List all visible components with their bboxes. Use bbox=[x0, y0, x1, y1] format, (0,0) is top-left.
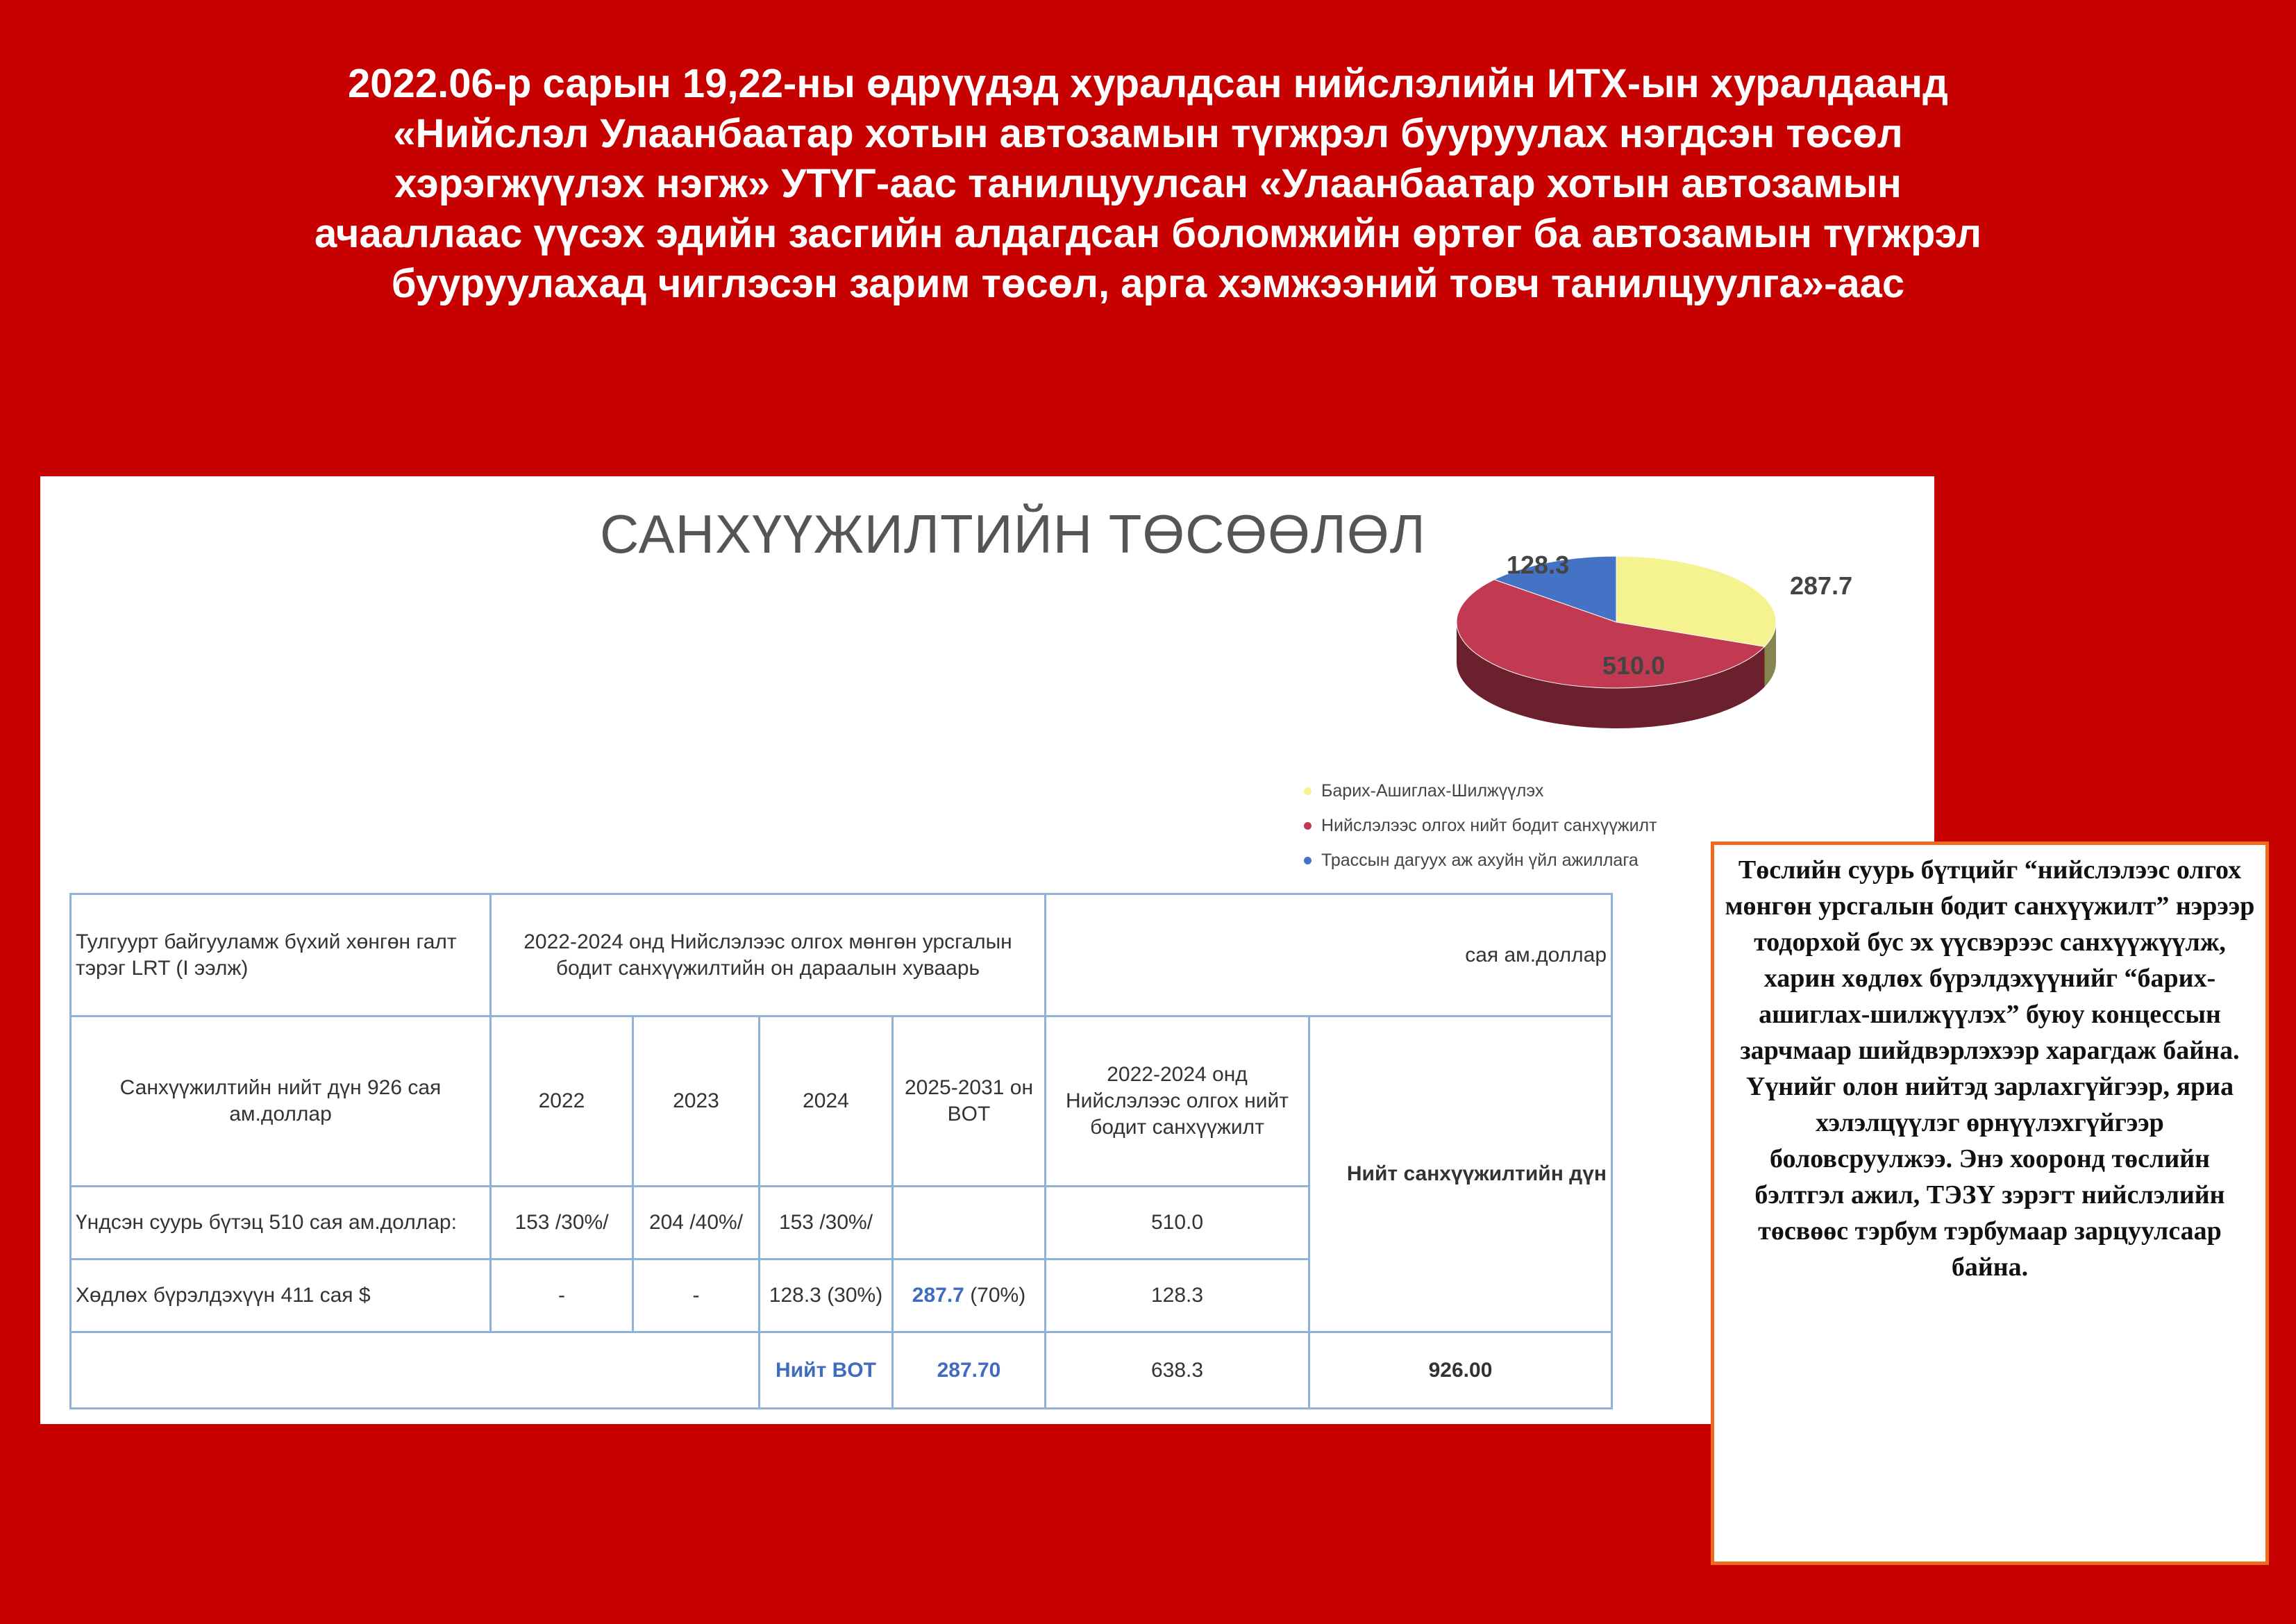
table-row bbox=[71, 894, 1612, 1016]
table-row bbox=[71, 1332, 1612, 1409]
empty-cell bbox=[71, 1332, 760, 1409]
subheader-city-total: 2022-2024 онд Нийслэлээс олгох нийт бодит санхүүжилт bbox=[1046, 1016, 1309, 1187]
legend-item-city bbox=[1304, 808, 1657, 843]
title-line: ачааллаас үүсэх эдийн засгийн алдагдсан боломжийн өртөг ба автозамын түгжрэл bbox=[314, 211, 1982, 256]
legend-item-trace bbox=[1304, 843, 1657, 878]
chart-legend bbox=[1304, 773, 1657, 878]
cell-city-total: 128.3 bbox=[1046, 1259, 1309, 1332]
subheader-2022: 2022 bbox=[491, 1016, 633, 1187]
cell-2022: 153 /30%/ bbox=[491, 1187, 633, 1259]
pie-chart bbox=[1450, 539, 1852, 768]
legend-marker bbox=[1304, 822, 1312, 830]
legend-label: Нийслэлээс олгох нийт бодит санхүүжилт bbox=[1321, 815, 1657, 835]
legend-marker bbox=[1304, 787, 1312, 795]
cell-bot bbox=[893, 1187, 1046, 1259]
title-line: хэрэгжүүлэх нэгж» УТҮГ-аас танилцуулсан «Улаанбаатар хотын автозамын bbox=[394, 161, 1902, 206]
pie-label-bot: 287.7 bbox=[1790, 571, 1852, 600]
slide-title bbox=[69, 59, 2227, 309]
cell-2024: 153 /30%/ bbox=[760, 1187, 893, 1259]
legend-item-bot bbox=[1304, 773, 1657, 808]
cell-2022: - bbox=[491, 1259, 633, 1332]
cell-bot bbox=[893, 1259, 1046, 1332]
title-line: бууруулахад чиглэсэн зарим төсөл, арга хэмжээний товч танилцуулга»-аас bbox=[391, 261, 1905, 306]
commentary-text: Төслийн суурь бүтцийг “нийслэлээс олгох мөнгөн урсгалын бодит санхүүжилт” нэрээр тодорхой бус эх үүсвэрээс санхүүжүүлж, харин хөдлөх бүрэлдэхүүнийг “барих-ашиглах-шилжүүлэх” буюу концессын зарчмаар шийдвэрлэхээр харагдаж байна. Үүнийг олон нийтэд зарлахгүйгээр, яриа хэлэлцүүлэг өрнүүлэхгүйгээр боловсруулжээ. Энэ хооронд төслийн бэлтгэл ажил, ТЭЗҮ зэрэгт нийслэлийн төсвөөс тэрбум тэрбумаар зарцуулсаар байна. bbox=[1725, 855, 2255, 1282]
legend-label: Трассын дагуух аж ахуйн үйл ажиллага bbox=[1321, 850, 1639, 870]
cell-2024: 128.3 (30%) bbox=[760, 1259, 893, 1332]
scan-heading: САНХҮҮЖИЛТИЙН ТӨСӨӨЛӨЛ bbox=[600, 503, 1426, 564]
scanned-document bbox=[40, 476, 1934, 1424]
legend-label: Барих-Ашиглах-Шилжүүлэх bbox=[1321, 780, 1544, 801]
pie-label-trace: 128.3 bbox=[1507, 551, 1570, 579]
cell-city-total: 510.0 bbox=[1046, 1187, 1309, 1259]
cell-2023: - bbox=[633, 1259, 760, 1332]
row-label: Хөдлөх бүрэлдэхүүн 411 сая $ bbox=[71, 1259, 491, 1332]
commentary-box bbox=[1711, 842, 2269, 1565]
header-schedule: 2022-2024 онд Нийслэлээс олгох мөнгөн урсгалын бодит санхүүжилтийн он дараалын хуваарь bbox=[491, 894, 1046, 1016]
subheader-2024: 2024 bbox=[760, 1016, 893, 1187]
grand-total-label: Нийт санхүүжилтийн дүн bbox=[1309, 1016, 1612, 1332]
total-bot-value: 287.70 bbox=[893, 1332, 1046, 1409]
cell-2023: 204 /40%/ bbox=[633, 1187, 760, 1259]
bot-value: 287.7 bbox=[912, 1284, 964, 1307]
subheader-bot-years: 2025-2031 он BOT bbox=[893, 1016, 1046, 1187]
row-label: Үндсэн суурь бүтэц 510 сая ам.доллар: bbox=[71, 1187, 491, 1259]
table-row bbox=[71, 1016, 1612, 1187]
subheader-2023: 2023 bbox=[633, 1016, 760, 1187]
bot-percent: (70%) bbox=[970, 1284, 1026, 1307]
pie-label-city: 510.0 bbox=[1602, 651, 1666, 680]
total-bot-label: Нийт BOT bbox=[760, 1332, 893, 1409]
title-line: 2022.06-р сарын 19,22-ны өдрүүдэд хуралдсан нийслэлийн ИТХ-ын хуралдаанд bbox=[348, 61, 1948, 106]
legend-marker bbox=[1304, 857, 1312, 864]
grand-total-value: 926.00 bbox=[1309, 1332, 1612, 1409]
header-project: Тулгуурт байгууламж бүхий хөнгөн галт тэрэг LRT (I ээлж) bbox=[71, 894, 491, 1016]
title-line: «Нийслэл Улаанбаатар хотын автозамын түгжрэл бууруулах нэгдсэн төсөл bbox=[393, 111, 1903, 156]
header-unit: сая ам.доллар bbox=[1046, 894, 1612, 1016]
total-city-value: 638.3 bbox=[1046, 1332, 1309, 1409]
funding-table bbox=[69, 893, 1613, 1409]
subheader-total-funding: Санхүүжилтийн нийт дүн 926 сая ам.доллар bbox=[71, 1016, 491, 1187]
